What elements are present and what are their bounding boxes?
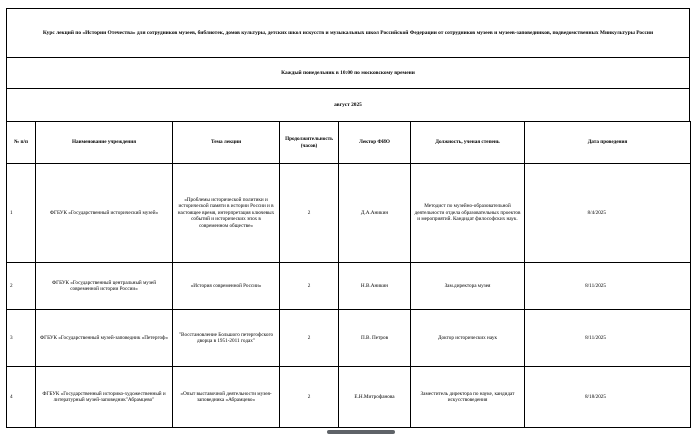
schedule-text: Каждый понедельник в 10:00 по московскому времени bbox=[281, 69, 415, 76]
cell-duration: 2 bbox=[280, 367, 339, 428]
cell-institution: ФГБУК «Государственный центральный музей современной истории России» bbox=[36, 263, 173, 310]
course-title: Курс лекций по «Истории Отечества» для сотрудников музеев, библиотек, домов культуры, детских школ искусств и музыкальных школ Российской Федерации от сотрудников музеев и музеев-заповедников, подведомственных Минкультуры России bbox=[42, 29, 654, 36]
cell-duration: 2 bbox=[280, 164, 339, 263]
cell-position: Зам.директора музея bbox=[411, 263, 525, 310]
cell-duration: 2 bbox=[280, 263, 339, 310]
table-header-row bbox=[7, 122, 691, 164]
course-title-cell bbox=[6, 8, 690, 57]
month-cell bbox=[6, 88, 690, 121]
cell-date: 8/11/2025 bbox=[525, 263, 691, 310]
cell-lecturer: Н.В.Аникин bbox=[339, 263, 411, 310]
horizontal-scrollbar-thumb[interactable] bbox=[327, 430, 395, 434]
cell-number: 4 bbox=[7, 367, 36, 428]
col-header-institution: Наименование учреждения bbox=[36, 122, 173, 164]
cell-lecturer: Д.А.Аникин bbox=[339, 164, 411, 263]
cell-number: 2 bbox=[7, 263, 36, 310]
col-header-topic: Тема лекции bbox=[173, 122, 280, 164]
col-header-number: № п/п bbox=[7, 122, 36, 164]
col-header-position: Должность, ученая степень bbox=[411, 122, 525, 164]
col-header-duration: Продолжительность (часов) bbox=[280, 122, 339, 164]
table-row bbox=[7, 263, 691, 310]
cell-institution: ФГБУК «Государственный музей-заповедник «Петергоф» bbox=[36, 310, 173, 367]
cell-position: Методист по музейно-образовательной деятельности отдела образовательных проектов и мероприятий. Кандидат философских наук. bbox=[411, 164, 525, 263]
col-header-lecturer: Лектор ФИО bbox=[339, 122, 411, 164]
schedule-sheet bbox=[6, 8, 690, 428]
cell-lecturer: Е.Н.Митрофанова bbox=[339, 367, 411, 428]
cell-number: 3 bbox=[7, 310, 36, 367]
cell-institution: ФГБУК «Государственный исторический музей» bbox=[36, 164, 173, 263]
schedule-cell bbox=[6, 57, 690, 88]
col-header-date: Дата проведения bbox=[525, 122, 691, 164]
table-row bbox=[7, 164, 691, 263]
month-text: август 2025 bbox=[334, 101, 362, 108]
cell-topic: «Проблемы исторической политики и исторической памяти в истории России и в настоящее время, интерпретация ключевых событий и исторических эпох в современном обществе» bbox=[173, 164, 280, 263]
cell-institution: ФГБУК «Государственный историко-художественный и литературный музей-заповедник"Абрамцево" bbox=[36, 367, 173, 428]
cell-topic: "Восстановление Большого петергофского дворца в 1951-2011 годах" bbox=[173, 310, 280, 367]
table-row bbox=[7, 310, 691, 367]
table-row bbox=[7, 367, 691, 428]
cell-duration: 2 bbox=[280, 310, 339, 367]
cell-position: Доктор исторических наук bbox=[411, 310, 525, 367]
cell-number: 1 bbox=[7, 164, 36, 263]
cell-date: 8/18/2025 bbox=[525, 367, 691, 428]
cell-lecturer: П.В. Петров bbox=[339, 310, 411, 367]
cell-topic: «Опыт выставочной деятельности музея-заповедника «Абрамцево» bbox=[173, 367, 280, 428]
cell-date: 8/4/2025 bbox=[525, 164, 691, 263]
cell-position: Заместитель директора по науке, кандидат искусствоведения bbox=[411, 367, 525, 428]
lectures-table bbox=[6, 121, 691, 428]
cell-date: 8/11/2025 bbox=[525, 310, 691, 367]
cell-topic: «История современной России» bbox=[173, 263, 280, 310]
